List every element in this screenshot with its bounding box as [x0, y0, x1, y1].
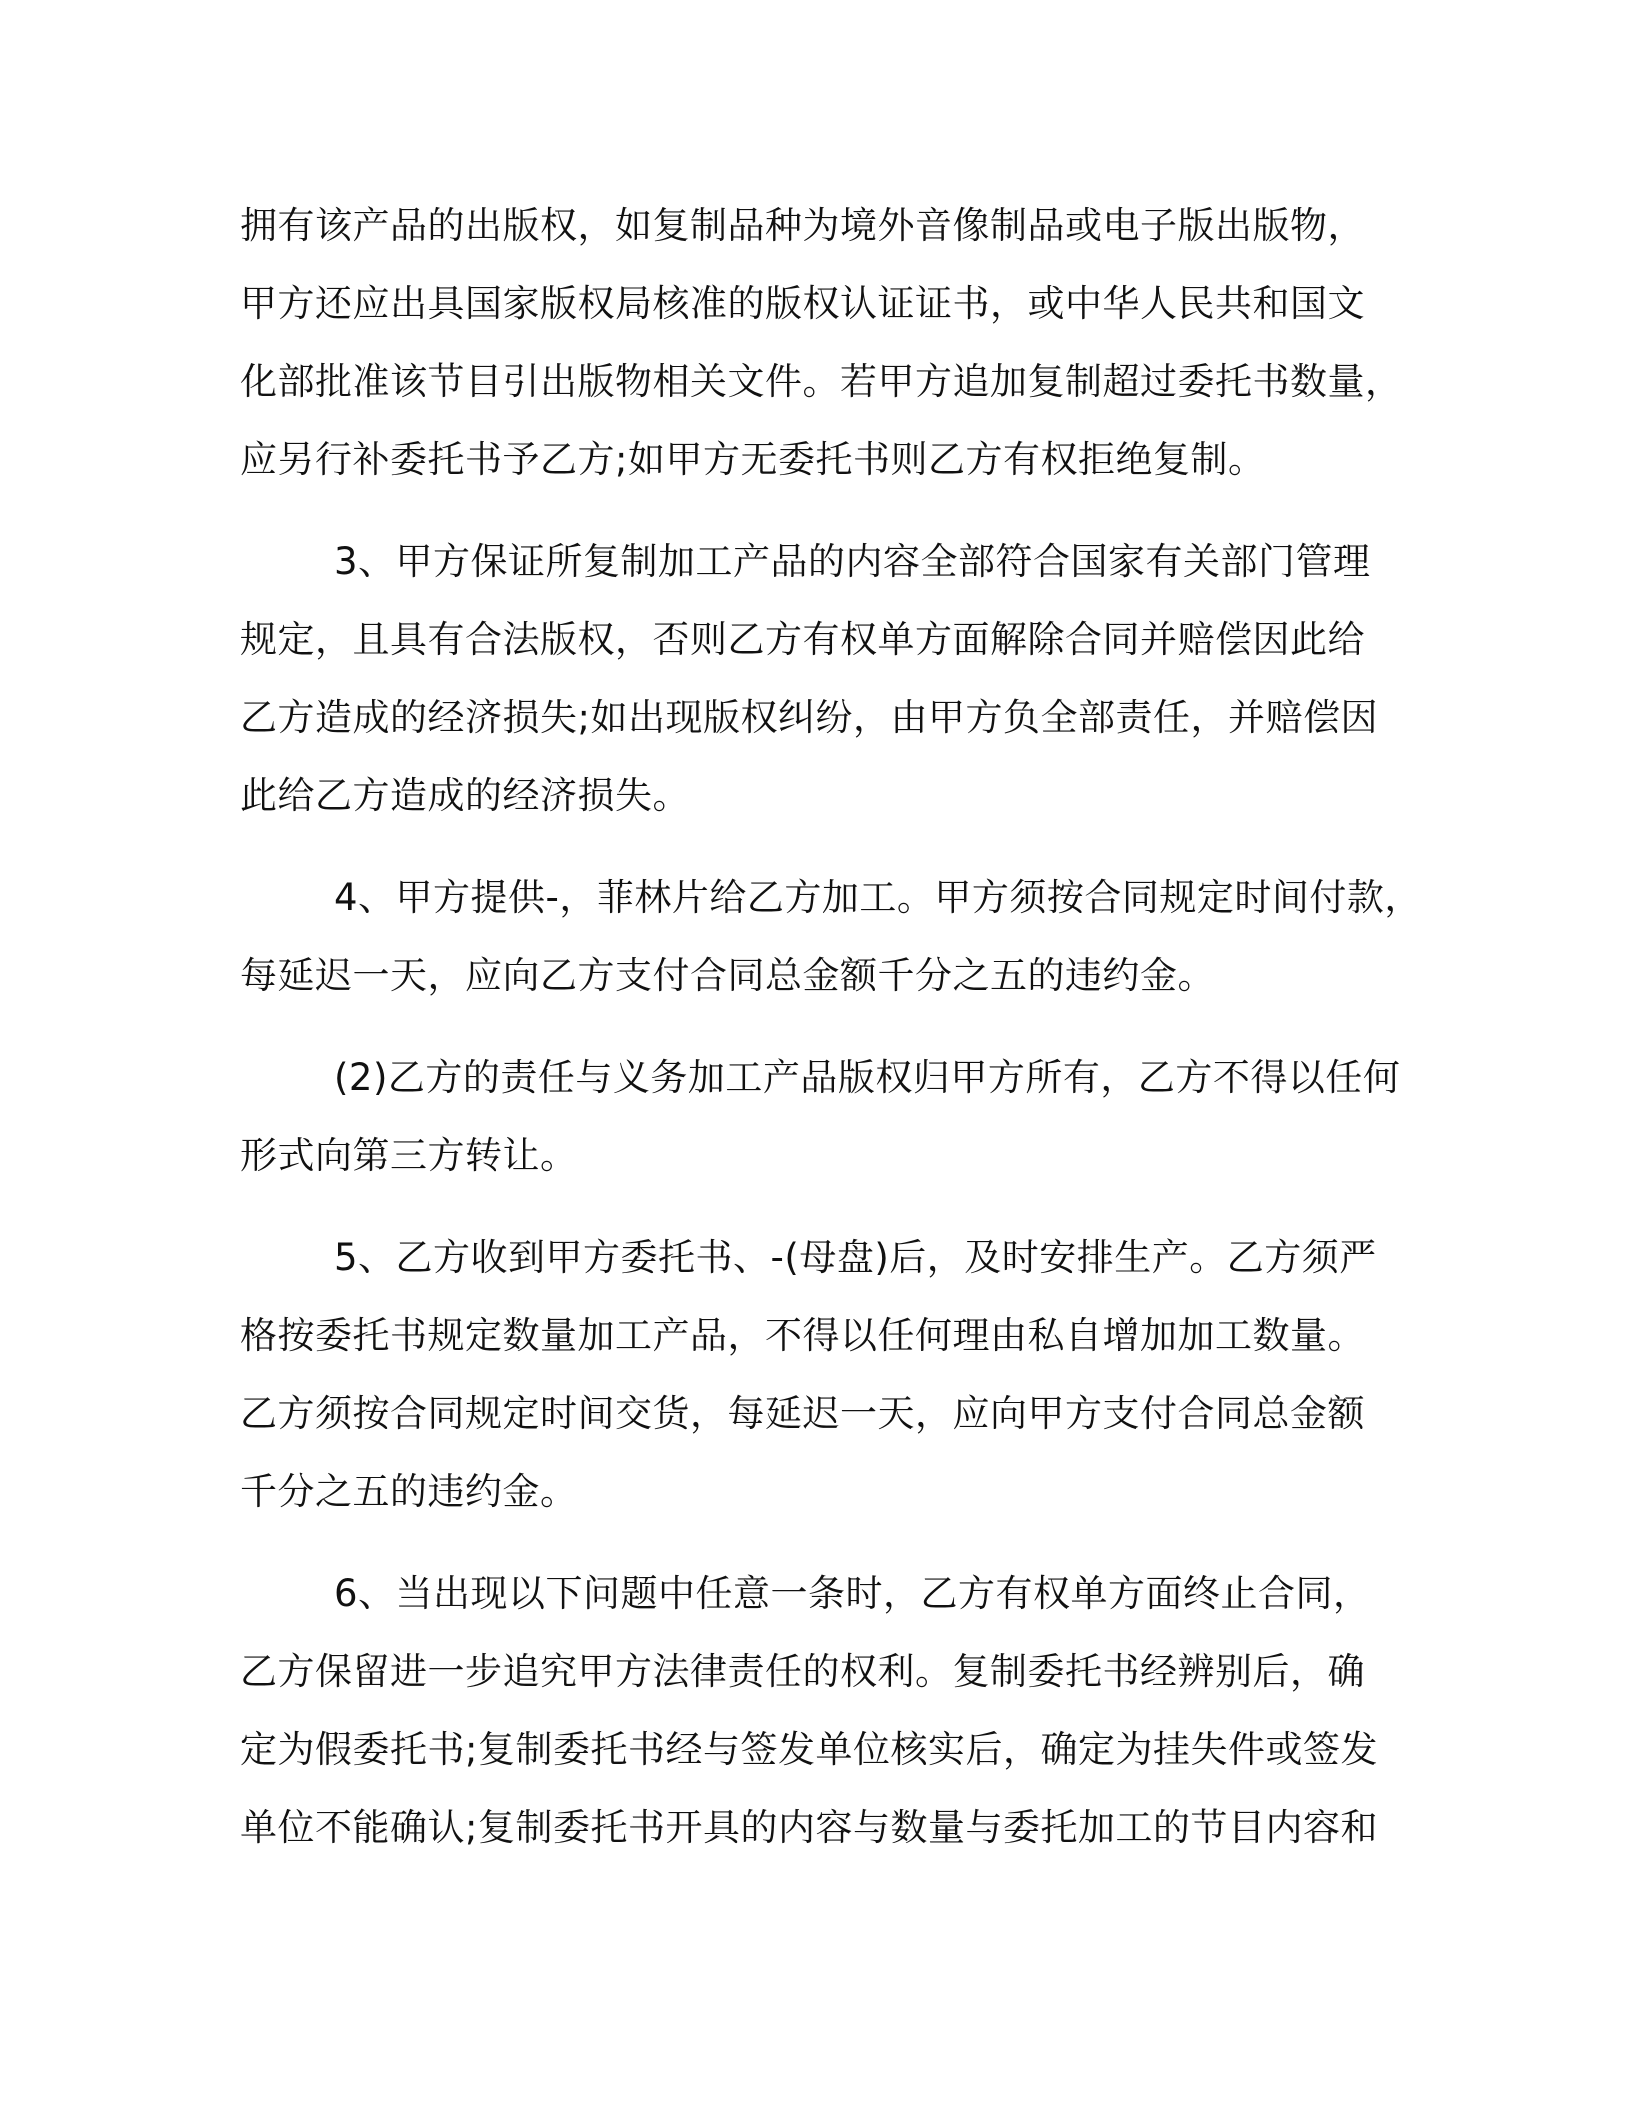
text-line: 5、乙方收到甲方委托书、-(母盘)后，及时安排生产。乙方须严 [334, 1236, 1377, 1279]
text-line: 定为假委托书;复制委托书经与签发单位核实后，确定为挂失件或签发 [240, 1728, 1378, 1771]
paragraph-spacer [240, 1015, 1420, 1039]
text-line: 格按委托书规定数量加工产品，不得以任何理由私自增加加工数量。 [240, 1314, 1365, 1357]
text-line: 化部批准该节目引出版物相关文件。若甲方追加复制超过委托书数量， [240, 360, 1403, 403]
paragraph-3 [240, 859, 1420, 1015]
text-line: 拥有该产品的出版权，如复制品种为境外音像制品或电子版出版物， [240, 204, 1365, 247]
text-line: 乙方须按合同规定时间交货，每延迟一天，应向甲方支付合同总金额 [240, 1392, 1365, 1435]
paragraph-4 [240, 1039, 1420, 1195]
text-line: 6、当出现以下问题中任意一条时，乙方有权单方面终止合同， [334, 1572, 1371, 1615]
text-line: 甲方还应出具国家版权局核准的版权认证证书，或中华人民共和国文 [240, 282, 1365, 325]
text-line: (2)乙方的责任与义务加工产品版权归甲方所有，乙方不得以任何 [334, 1056, 1401, 1099]
paragraph-spacer [240, 1195, 1420, 1219]
text-line: 应另行补委托书予乙方;如甲方无委托书则乙方有权拒绝复制。 [240, 438, 1266, 481]
paragraph-spacer [240, 835, 1420, 859]
text-line: 形式向第三方转让。 [240, 1134, 578, 1177]
text-line: 单位不能确认;复制委托书开具的内容与数量与委托加工的节目内容和 [240, 1806, 1378, 1849]
paragraph-2 [240, 523, 1420, 835]
paragraph-6 [240, 1555, 1420, 1867]
text-line: 乙方保留进一步追究甲方法律责任的权利。复制委托书经辨别后，确 [240, 1650, 1365, 1693]
paragraph-5 [240, 1219, 1420, 1531]
text-line: 规定，且具有合法版权，否则乙方有权单方面解除合同并赔偿因此给 [240, 618, 1365, 661]
text-line: 乙方造成的经济损失;如出现版权纠纷，由甲方负全部责任，并赔偿因 [240, 696, 1378, 739]
text-line: 每延迟一天，应向乙方支付合同总金额千分之五的违约金。 [240, 954, 1215, 997]
paragraph-spacer [240, 1531, 1420, 1555]
text-line: 3、甲方保证所复制加工产品的内容全部符合国家有关部门管理 [334, 540, 1371, 583]
document-body [240, 187, 1420, 1867]
paragraph-spacer [240, 499, 1420, 523]
text-line: 4、甲方提供-，菲林片给乙方加工。甲方须按合同规定时间付款， [334, 876, 1422, 919]
paragraph-1 [240, 187, 1420, 499]
text-line: 此给乙方造成的经济损失。 [240, 774, 690, 817]
text-line: 千分之五的违约金。 [240, 1470, 578, 1513]
